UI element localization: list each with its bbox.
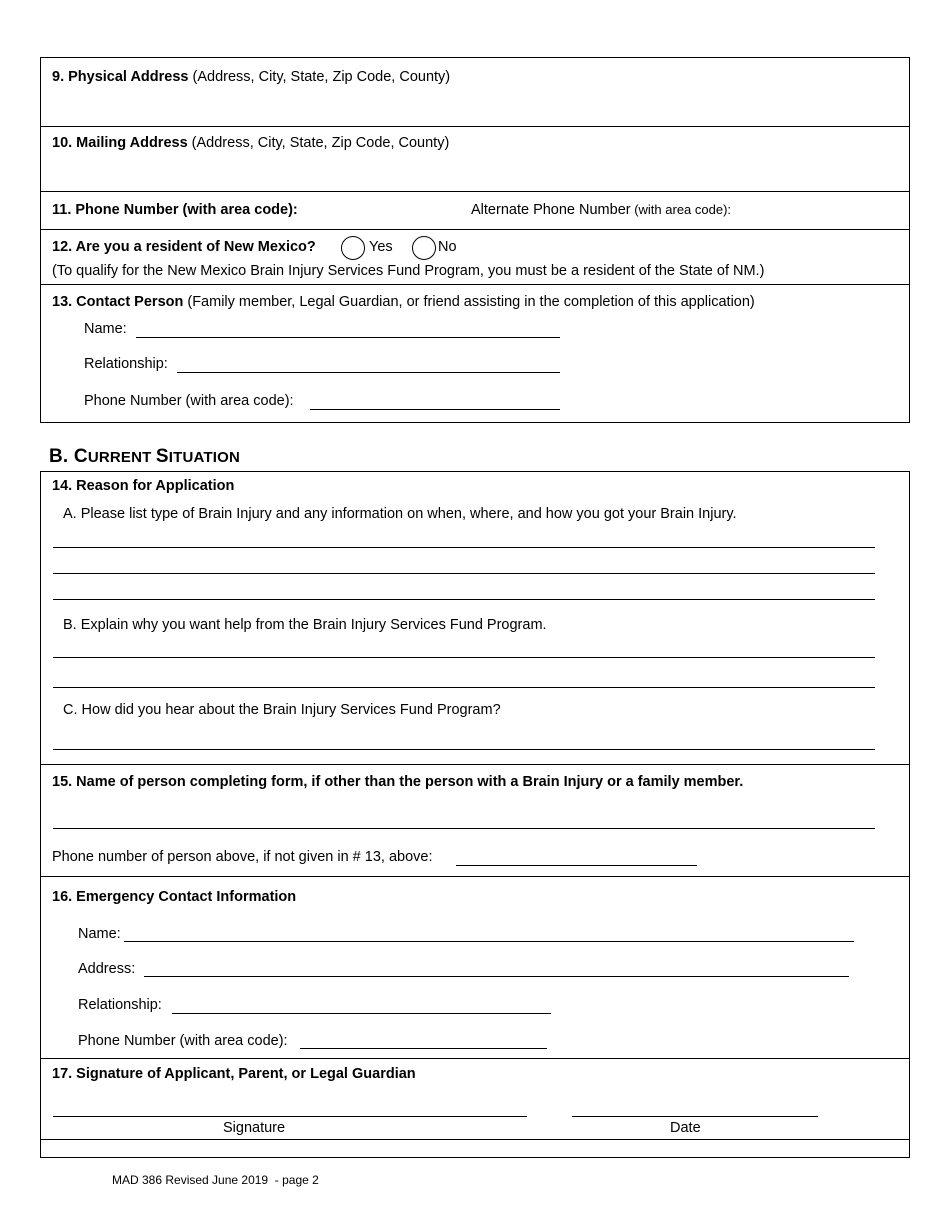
emergency-name-label: Name: (78, 926, 121, 942)
contact-name-label: Name: (84, 321, 127, 337)
divider (41, 126, 909, 127)
q15-name-field[interactable] (53, 828, 875, 829)
resident-no-radio[interactable] (412, 236, 436, 260)
q17-title: 17. Signature of Applicant, Parent, or Legal Guardian (52, 1066, 416, 1082)
q12-label: 12. Are you a resident of New Mexico? (52, 239, 316, 255)
section-b-title: B. CURRENT SITUATION (49, 446, 241, 467)
q14-a-prompt: A. Please list type of Brain Injury and any information on when, where, and how you got your Brain Injury. (63, 506, 737, 522)
contact-relationship-label: Relationship: (84, 356, 168, 372)
emergency-phone-label: Phone Number (with area code): (78, 1033, 288, 1049)
emergency-address-label: Address: (78, 961, 136, 977)
q11-alt-label: Alternate Phone Number (with area code): (471, 202, 732, 218)
page-footer: MAD 386 Revised June 2019 - page 2 (112, 1173, 319, 1187)
section-b-box (40, 471, 910, 1158)
signature-field[interactable] (53, 1116, 527, 1117)
emergency-relationship-label: Relationship: (78, 997, 162, 1013)
divider (41, 191, 909, 192)
resident-yes-label: Yes (369, 239, 393, 255)
q14-title: 14. Reason for Application (52, 478, 235, 494)
q13-label: 13. Contact Person (Family member, Legal Guardian, or friend assisting in the completion of this application) (52, 294, 755, 310)
q15-phone-label: Phone number of person above, if not given in # 13, above: (52, 849, 433, 865)
q16-title: 16. Emergency Contact Information (52, 889, 297, 905)
emergency-relationship-field[interactable] (172, 1013, 551, 1014)
divider (41, 1139, 909, 1140)
emergency-phone-field[interactable] (300, 1048, 547, 1049)
divider (41, 284, 909, 285)
q9-label: 9. Physical Address (Address, City, State, Zip Code, County) (52, 69, 451, 85)
divider (41, 764, 909, 765)
q11-label: 11. Phone Number (with area code): (52, 202, 298, 218)
contact-relationship-field[interactable] (177, 372, 560, 373)
contact-phone-label: Phone Number (with area code): (84, 393, 294, 409)
q14-a-line-1[interactable] (53, 547, 875, 548)
divider (41, 876, 909, 877)
q14-b-line-1[interactable] (53, 657, 875, 658)
q10-label: 10. Mailing Address (Address, City, State, Zip Code, County) (52, 135, 450, 151)
q15-title: 15. Name of person completing form, if other than the person with a Brain Injury or a family member. (52, 774, 744, 790)
contact-phone-field[interactable] (310, 409, 560, 410)
date-field[interactable] (572, 1116, 818, 1117)
q14-b-line-2[interactable] (53, 687, 875, 688)
emergency-name-field[interactable] (124, 941, 854, 942)
q14-c-prompt: C. How did you hear about the Brain Injury Services Fund Program? (63, 702, 501, 718)
q14-a-line-2[interactable] (53, 573, 875, 574)
resident-yes-radio[interactable] (341, 236, 365, 260)
date-label: Date (670, 1120, 701, 1136)
q15-phone-field[interactable] (456, 865, 697, 866)
resident-no-label: No (438, 239, 457, 255)
contact-name-field[interactable] (136, 337, 560, 338)
emergency-address-field[interactable] (144, 976, 849, 977)
signature-label: Signature (223, 1120, 286, 1136)
divider (41, 229, 909, 230)
q14-c-line-1[interactable] (53, 749, 875, 750)
q12-note: (To qualify for the New Mexico Brain Injury Services Fund Program, you must be a resident of the State of NM.) (52, 263, 765, 279)
divider (41, 1058, 909, 1059)
q14-a-line-3[interactable] (53, 599, 875, 600)
q14-b-prompt: B. Explain why you want help from the Brain Injury Services Fund Program. (63, 617, 547, 633)
